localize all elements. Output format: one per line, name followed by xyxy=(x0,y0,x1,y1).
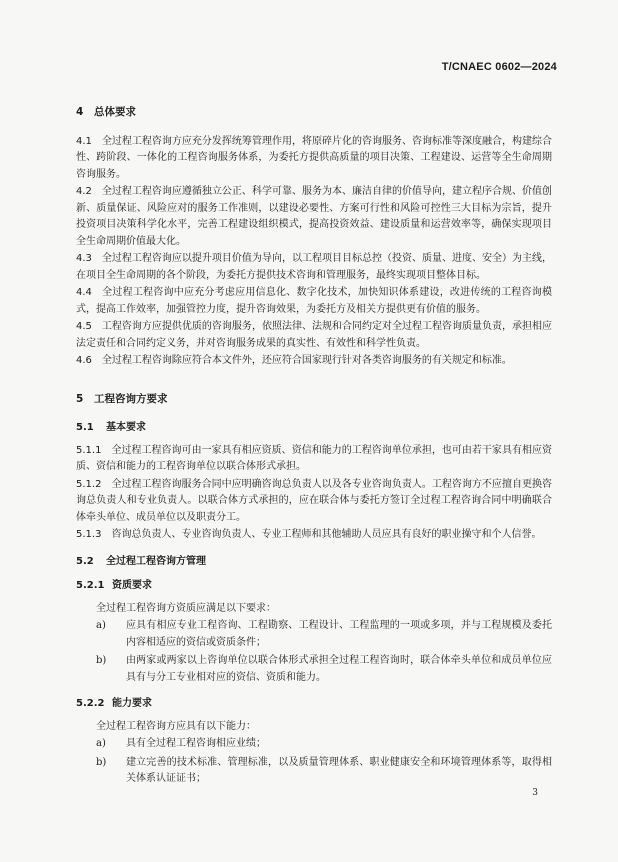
clause-5-2-1-list xyxy=(76,618,552,686)
clause-text: 全过程工程咨询方应充分发挥统筹管理作用，将原碎片化的咨询服务、咨询标准等深度融合，构建综合性、跨阶段、一体化的工程咨询服务体系，为委托方提供高质量的项目决策、工程建设、运营等全生命周期咨询服务。 xyxy=(76,135,552,180)
list-item-text: 建立完善的技术标准、管理标准，以及质量管理体系、职业健康安全和环境管理体系等，取得相关体系认证证书； xyxy=(126,756,552,784)
subsection-title: 全过程工程咨询方管理 xyxy=(106,555,206,567)
clause-text: 全过程工程咨询应遵循独立公正、科学可靠、服务为本、廉洁自律的价值导向，建立程序合规、价值创新、质量保证、风险应对的服务工作准则，以建设必要性、方案可行性和风险可控性三大目标为宗旨，提升投资项目决策科学化水平，完善工程建设组织模式，提高投资效益、建设质量和运营效率等，确保实现项目全生命周期价值最大化。 xyxy=(76,186,552,247)
section-number: 4 xyxy=(76,106,84,118)
clause-number: 5.1.1 xyxy=(76,444,102,456)
clause-5-2-1-heading xyxy=(76,578,552,595)
clause-number: 4.2 xyxy=(76,186,92,197)
clause-text: 工程咨询方应提供优质的咨询服务，依照法律、法规和合同约定对全过程工程咨询质量负责，承担相应法定责任和合同约定义务，并对咨询服务成果的真实性、有效性和科学性负责。 xyxy=(76,321,552,349)
clause-paragraph xyxy=(76,134,552,184)
clause-text: 全过程工程咨询应以提升项目价值为导向，以工程项目目标总控（投资、质量、进度、安全）为主线，在项目全生命周期的各个阶段，为委托方提供技术咨询和管理服务，最终实现项目整体目标。 xyxy=(76,253,552,281)
section-title: 工程咨询方要求 xyxy=(94,392,168,405)
list-item xyxy=(96,653,552,686)
list-marker: a) xyxy=(96,620,106,631)
clause-5-2-2-list xyxy=(76,736,552,788)
list-item xyxy=(96,736,552,753)
clause-number: 5.1.2 xyxy=(76,478,102,490)
subsection-5-2-heading xyxy=(76,554,552,571)
clause-intro: 全过程工程咨询方资质应满足以下要求： xyxy=(96,602,276,614)
clause-text: 全过程工程咨询可由一家具有相应资质、资信和能力的工程咨询单位承担，也可由若干家具有相应资质、资信和能力的工程咨询单位以联合体形式承担。 xyxy=(76,444,552,472)
section-4-heading xyxy=(76,104,552,121)
clause-paragraph xyxy=(76,285,552,318)
subsection-title: 基本要求 xyxy=(106,422,146,433)
clause-number: 4.1 xyxy=(76,135,92,147)
clause-number: 4.5 xyxy=(76,321,92,332)
clause-number: 4.4 xyxy=(76,287,92,298)
page-content xyxy=(76,104,552,790)
section-5-heading xyxy=(76,391,552,408)
clause-number: 5.1.3 xyxy=(76,529,102,540)
clause-text: 咨询总负责人、专业咨询负责人、专业工程师和其他辅助人员应具有良好的职业操守和个人信誉。 xyxy=(111,529,542,540)
clause-title: 能力要求 xyxy=(112,698,152,709)
clause-paragraph xyxy=(76,443,552,476)
subsection-5-1-heading xyxy=(76,420,552,437)
clause-paragraph xyxy=(76,184,552,250)
subsection-5-1-body xyxy=(76,443,552,544)
section-4-body xyxy=(76,134,552,370)
clause-number: 5.2.2 xyxy=(76,698,105,709)
clause-intro: 全过程工程咨询方应具有以下能力： xyxy=(96,720,256,732)
document-code: T/CNAEC 0602—2024 xyxy=(441,61,557,73)
subsection-number: 5.2 xyxy=(76,555,94,567)
list-marker: b) xyxy=(96,655,107,666)
clause-paragraph xyxy=(76,353,552,370)
clause-paragraph xyxy=(76,527,552,544)
clause-text: 全过程工程咨询除应符合本文件外，还应符合国家现行针对各类咨询服务的有关规定和标准。 xyxy=(101,355,512,366)
section-number: 5 xyxy=(76,392,84,405)
clause-paragraph xyxy=(76,319,552,352)
clause-5-2-2-heading xyxy=(76,696,552,713)
clause-text: 全过程工程咨询服务合同中应明确咨询总负责人以及各专业咨询负责人。工程咨询方不应擅自更换咨询总负责人和专业负责人。以联合体方式承担的，应在联合体与委托方签订全过程工程咨询合同中明确联合体牵头单位、成员单位以及职责分工。 xyxy=(76,478,552,523)
list-marker: a) xyxy=(96,738,106,749)
subsection-number: 5.1 xyxy=(76,422,94,433)
clause-title: 资质要求 xyxy=(112,580,152,591)
clause-number: 4.3 xyxy=(76,253,92,264)
list-item xyxy=(96,755,552,788)
clause-paragraph xyxy=(76,477,552,527)
list-item-text: 应具有相应专业工程咨询、工程勘察、工程设计、工程监理的一项或多项，并与工程规模及委托内容相适应的资信或资质条件； xyxy=(126,620,552,648)
list-item-text: 由两家或两家以上咨询单位以联合体形式承担全过程工程咨询时，联合体牵头单位和成员单位应具有与分工专业相对应的资信、资质和能力。 xyxy=(126,655,552,683)
list-item xyxy=(96,618,552,651)
list-marker: b) xyxy=(96,756,107,768)
page-number: 3 xyxy=(532,788,538,798)
clause-paragraph xyxy=(76,251,552,284)
clause-number: 4.6 xyxy=(76,355,92,366)
list-item-text: 具有全过程工程咨询相应业绩； xyxy=(126,738,266,749)
clause-number: 5.2.1 xyxy=(76,580,105,591)
clause-text: 全过程工程咨询中应充分考虑应用信息化、数字化技术，加快知识体系建设，改进传统的工程咨询模式，提高工作效率，加强管控力度，提升咨询效果，为委托方及相关方提供更有价值的服务。 xyxy=(76,287,552,315)
section-title: 总体要求 xyxy=(94,106,136,118)
